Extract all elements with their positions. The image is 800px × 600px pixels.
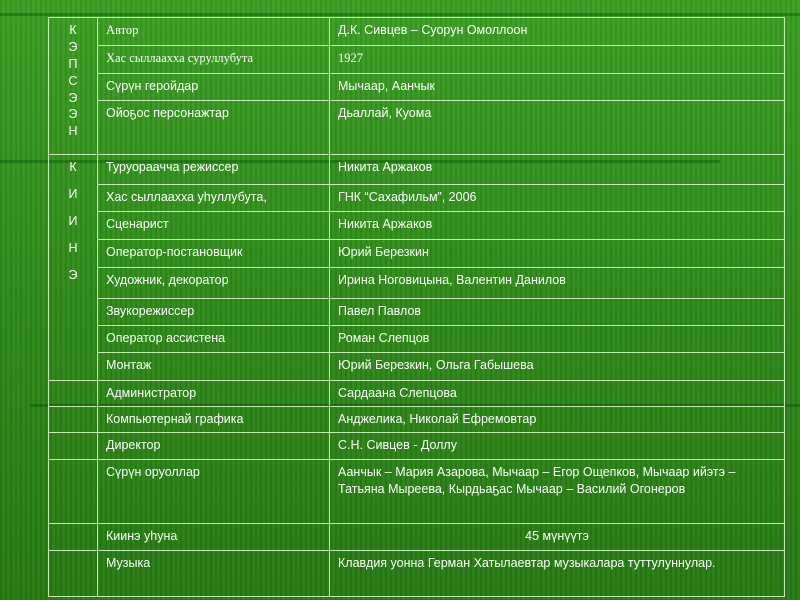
row-value: Дьаллай, Куома [330,101,785,155]
table-row [49,155,785,185]
group-label-kepseen [49,18,98,155]
row-label: Сүрүн оруоллар [98,459,330,523]
group-letter: Э [68,267,78,282]
row-value: Никита Аржаков [330,212,785,240]
background-stripe [0,13,800,16]
group-letter: К [69,23,77,37]
group-letter: К [69,160,77,174]
group-letter: Э [68,90,78,105]
row-value: ГНК “Сахафильм”, 2006 [330,185,785,212]
table-row [49,406,785,432]
table-row [49,101,785,155]
table-row [49,381,785,407]
row-value: С.Н. Сивцев - Доллу [330,432,785,459]
table-row [49,523,785,550]
empty-group-cell [49,459,98,523]
table-row [49,299,785,326]
row-label: Звукорежиссер [98,299,330,326]
empty-group-cell [49,406,98,432]
table-row [49,46,785,74]
row-label: Оператор ассистена [98,326,330,353]
row-label: Сүрүн геройдар [98,74,330,101]
row-label: Администратор [98,381,330,407]
row-label: Компьютернай графика [98,406,330,432]
row-label: Автор [98,18,330,46]
row-label: Хас сыллаахха уһуллубута, [98,185,330,212]
table-row [49,353,785,381]
group-letter: Э [68,107,78,122]
row-label: Ойоҕос персонажтар [98,101,330,155]
row-value: Аанчык – Мария Азарова, Мычаар – Егор Ощепков, Мычаар ийэтэ – Татьяна Мыреева, Кырдьаҕас Мычаар – Василий Огонеров [330,459,785,523]
table-row [49,212,785,240]
group-letter: П [68,56,78,71]
row-value: Клавдия уонна Герман Хатылаевтар музыкалара туттулуннулар. [330,550,785,596]
table-row [49,432,785,459]
row-value: Д.К. Сивцев – Суорун Омоллоон [330,18,785,46]
empty-group-cell [49,381,98,407]
group-letter: Н [68,240,78,255]
group-letter: Н [68,124,78,139]
table-row [49,185,785,212]
table-row [49,326,785,353]
row-label: Художник, декоратор [98,268,330,299]
group-letter: С [68,73,78,88]
table-row [49,268,785,299]
table-row [49,240,785,268]
row-value: Павел Павлов [330,299,785,326]
group-letter: И [68,186,78,201]
table-row [49,459,785,523]
row-value: Ирина Ноговицына, Валентин Данилов [330,268,785,299]
row-value: Никита Аржаков [330,155,785,185]
row-value: Мычаар, Аанчык [330,74,785,101]
row-label: Туруораачча режиссер [98,155,330,185]
row-value: 45 мүнүүтэ [330,523,785,550]
group-letter: И [68,213,78,228]
row-label: Киинэ уһуна [98,523,330,550]
empty-group-cell [49,550,98,596]
row-label: Сценарист [98,212,330,240]
row-value: 1927 [330,46,785,74]
row-value: Юрий Березкин [330,240,785,268]
table-row [49,18,785,46]
row-value: Роман Слепцов [330,326,785,353]
group-label-kiine [49,155,98,381]
empty-group-cell [49,523,98,550]
empty-group-cell [49,432,98,459]
row-label: Оператор-постановщик [98,240,330,268]
table-row [49,74,785,101]
row-label: Хас сыллаахха суруллубута [98,46,330,74]
row-value: Сардаана Слепцова [330,381,785,407]
row-label: Музыка [98,550,330,596]
row-value: Юрий Березкин, Ольга Габышева [330,353,785,381]
table-row [49,550,785,596]
row-value: Анджелика, Николай Ефремовтар [330,406,785,432]
film-info-table [48,17,785,597]
row-label: Монтаж [98,353,330,381]
group-letter: Э [68,39,78,54]
row-label: Директор [98,432,330,459]
